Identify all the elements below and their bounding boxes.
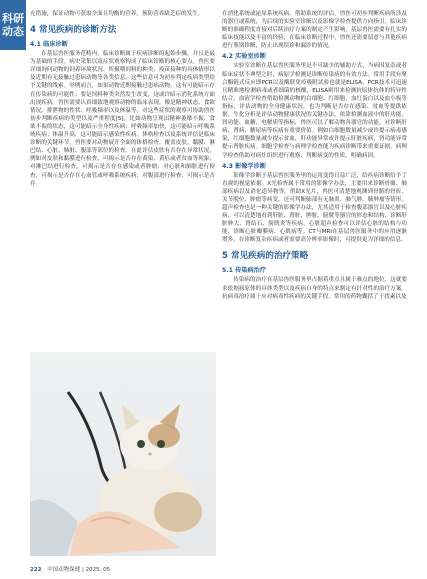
paragraph: 在消化系统或泌尿系统疾病。借助系统的评估，兽医可初步判断疾病所涉及的器官或系统，为后续的实验室诊断以及影像学检查提供方向指引。临床诊断的准确程度直接对后续治疗方案的制定产生影响。基层兽医需要有扎实的临床技能以及丰富的经验，在临床诊断过程中，兽医还需要留意与其他疾病进行鉴别诊断，防止出现误诊和漏诊的情况。 — [222, 11, 407, 50]
section-tab — [0, 0, 26, 50]
subsection-heading: 4.2 实验室诊断 — [222, 53, 267, 61]
paragraph: 实验室诊断在基层兽医服务里是不可缺少的辅助方式，当病因复杂或者临床症状不典型之时，病原学检测是诊断传染病的有效方法。常用手段有聚合酶链式反应即PCR以及酶联免疫吸附试验也就是ELISA。PCR技术可迅速且精准地检测病毒或者细菌的核酸，ELISA则用来检测抗原体抗体的特异性结合。血液学检查借助检测动物的白细胞、红细胞、血红蛋白以及血小板等指标，评估动物的全身健康状况，也为判断是否存在感染、贫血等提供依据。生化分析是评估动物健康状况的关键办法，依靠检测血液中的肝功能、肾功能、血糖、电解质等指标，兽医可以了解动物各器官的功能，对诊断肝病、肾病、糖尿病等疾病有重要价值。例如白细胞数量减少或许提示病毒感染，红细胞数量减少提示贫血，肝功能异常或许提示肝脏疾病，肾功能异常提示肾脏疾病。细胞学检查与病理学检查能为疾病诊断带来重要证据。病理学检查借助对病灶组织进行观察，判断病变的性质，明确病因。 — [222, 63, 407, 159]
subsection-heading: 4.3 影像学诊断 — [222, 162, 267, 170]
paragraph: 影像学诊断于基层兽医服务里的运用变得日益广泛，给疾病诊断给予了直观的视觉依据。X光检查属于常用的影像学办法，主要用来诊断骨骼、肺部疾病以及消化道异物等。借助X光片，兽医可清楚地观测到骨骼的骨折、关节脱位、肿瘤等病变，还可判断肺部有无肺炎、肺气肿、肺肿瘤等情形。超声检查也是一种关键的影像学办法，尤其适用于检查腹部器官以及心脏疾病，可以清楚地看到肝脏、肾脏、脾脏、膀胱等器官的形态和结构，诊断肝脏肿大、肾结石、膀胱炎等疾病。心脏超声检查可以评估心脏的结构与功能，诊断心脏瓣膜病、心肌病等。CT与MRI在基层兽医服务中的应用逐渐增多，在诊断复杂疾病或者需要高分辨率影像时，可提供更为详细的信息。 — [222, 172, 407, 244]
page-footer — [30, 565, 110, 573]
left-column — [30, 10, 215, 188]
paragraph: 在基层兽医服务范畴内，临床诊断属于疾病诊断的起始步骤，并且是最为基础的手段。病史采集以及症状观察构成了临床诊断的核心要点。兽医要详细询问动物的饲养环境状况、所摄喂饲料的种类、疫苗接种的具体情形以及近期有无接触过患病动物等各类信息。这些信息可为初步判定疾病类型给予关键的线索。举例而言，如果动物近期接触过患病动物，这有可能暗示存在传染病的可能性；要是饲料种类突然发生改变，这或许暗示消化系统方面出现疾病。兽医需要认真细致地观察动物的临床表现，像是精神状态、食欲情况、排泄物的性状、呼吸频率以及体温等。对这些症状的观察可协助兽医初步判断疾病的类型以及严重程度[5]。比如动物呈现出精神萎靡不振、食欲不振的状态，这可能暗示全身性疾病；呼吸频率加快，这可能暗示呼吸系统疾病；体温升高，这可能暗示感染性疾病。体格检查以及系统评估是临床诊断的关键环节。兽医要对动物展开全面的体格检查，覆盖皮肤、黏膜、淋巴结、心脏、肺脏、腹部等部位的检查。在此评估皮肤有否存在异常状况，例如对皮肤和黏膜进行检查，可揭示是否存在黄染、黄疸或者贫血等现象；对淋巴结进行检查，可揭示是否存在感染或者肿瘤；对心脏和肺脏进行检查，可揭示是否存在心血管或呼吸系统疾病；对腹部进行检查，可揭示是否存 — [30, 51, 215, 187]
subsection-heading: 4.1 临床诊断 — [30, 41, 68, 49]
right-column — [222, 10, 407, 301]
section-tab-line2: 动态 — [2, 25, 24, 38]
section-heading: 5 常见疾病的治疗策略 — [222, 251, 309, 262]
subsection-heading: 5.1 传染病治疗 — [222, 267, 267, 275]
paragraph: 充措施，保证动物可获取全面且均衡的营养，预防营养缺乏症的发生。 — [30, 11, 204, 17]
vet-with-kitten-photo — [30, 352, 216, 556]
journal-name: 中国动物保健 | 2025. 05 — [47, 567, 111, 573]
section-heading: 4 常见疾病的诊断方法 — [30, 25, 117, 36]
photo-illustration — [30, 352, 216, 556]
page-number: 222 — [30, 567, 42, 573]
section-tab-line1: 科研 — [2, 12, 24, 25]
paragraph: 传染病的治疗在基层兽医服务里占据着重点且属于难点的地位，这就要求依据病原体的具体类型以及疾病自身的特点来制定有针对性的治疗方案。抗病毒治疗属于应对病毒性疾病的关键手段，常用的药物囊括了干扰素以及 — [222, 277, 407, 300]
